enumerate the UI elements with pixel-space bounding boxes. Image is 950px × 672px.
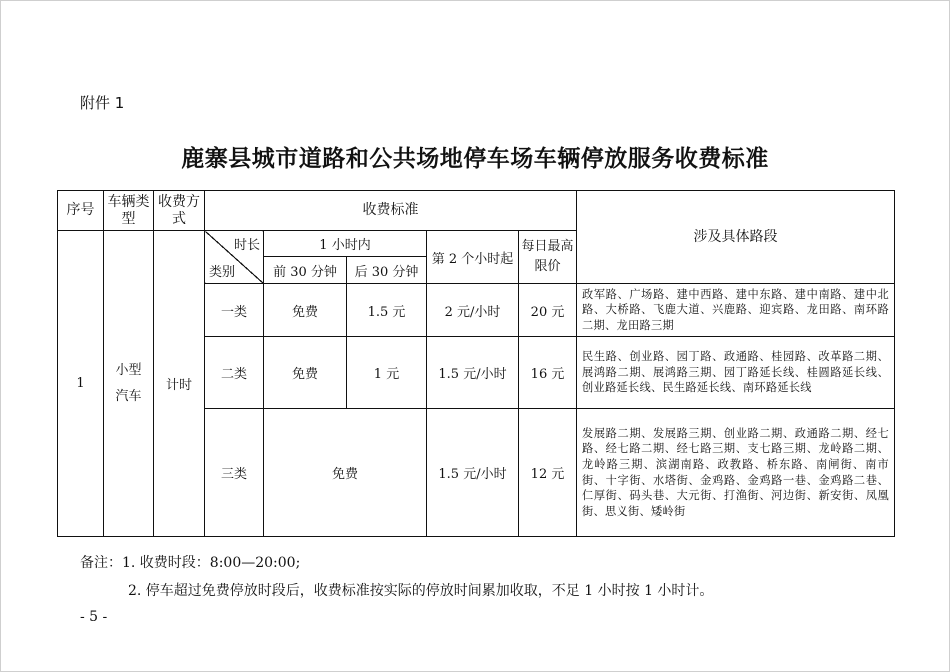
from-2nd-hour-cell: 1.5 元/小时 xyxy=(427,337,519,409)
daily-max-cell: 16 元 xyxy=(519,337,577,409)
fee-standard-table xyxy=(57,190,895,537)
attachment-label: 附件 1 xyxy=(80,94,125,112)
roads-cell: 民生路、创业路、园丁路、政通路、桂园路、改革路二期、展鸿路二期、展鸿路三期、园丁路延长线、桂圆路延长线、创业路延长线、民生路延长线、南环路延长线 xyxy=(577,337,895,409)
daily-max-cell: 20 元 xyxy=(519,284,577,337)
diag-duration-label: 时长 xyxy=(233,238,260,253)
roads-cell: 政军路、广场路、建中西路、建中东路、建中南路、建中北路、大桥路、飞鹿大道、兴鹿路、迎宾路、龙田路、南环路二期、龙田路三期 xyxy=(577,284,895,337)
vehicle-type-text: 小型汽车 xyxy=(115,362,142,404)
note-2-text: 2. 停车超过免费停放时段后，收费标准按实际的停放时间累加收取，不足 1 小时按 1 小时计。 xyxy=(128,583,714,599)
within-1h-cell: 免费 xyxy=(264,409,427,537)
document-title: 鹿寨县城市道路和公共场地停车场车辆停放服务收费标准 xyxy=(181,145,769,172)
note-1-text: 1. 收费时段：8:00—20:00; xyxy=(122,555,301,571)
note-2 xyxy=(80,581,713,609)
first-30-cell: 免费 xyxy=(264,337,347,409)
header-seq: 序号 xyxy=(58,191,104,231)
header-from-2nd-hour: 第 2 个小时起 xyxy=(427,231,519,284)
header-vehicle-type: 车辆类型 xyxy=(104,191,154,231)
last-30-cell: 1.5 元 xyxy=(347,284,427,337)
diagonal-header-cell xyxy=(205,231,264,284)
header-within-1h: 1 小时内 xyxy=(264,231,427,257)
header-roads: 涉及具体路段 xyxy=(577,191,895,284)
notes xyxy=(80,553,713,609)
header-first-30: 前 30 分钟 xyxy=(264,257,347,284)
roads-cell: 发展路二期、发展路三期、创业路二期、政通路二期、经七路、经七路二期、经七路三期、支七路三期、龙岭路二期、龙岭路三期、滨湖南路、政教路、桥东路、南闸街、南市街、十字街、水塔街、金鸡路、金鸡路一巷、金鸡路二巷、仁厚街、码头巷、大元街、打渔街、河边街、新安街、凤凰街、思义街、矮岭街 xyxy=(577,409,895,537)
vehicle-type-cell xyxy=(104,231,154,537)
header-daily-max xyxy=(519,231,577,284)
header-last-30: 后 30 分钟 xyxy=(347,257,427,284)
category-cell: 三类 xyxy=(205,409,264,537)
daily-max-cell: 12 元 xyxy=(519,409,577,537)
diag-category-label: 类别 xyxy=(209,265,236,280)
from-2nd-hour-cell: 2 元/小时 xyxy=(427,284,519,337)
from-2nd-hour-cell: 1.5 元/小时 xyxy=(427,409,519,537)
seq-cell: 1 xyxy=(58,231,104,537)
category-cell: 一类 xyxy=(205,284,264,337)
header-daily-max-text: 每日最高限价 xyxy=(521,239,574,274)
header-standard: 收费标准 xyxy=(205,191,577,231)
charge-method-cell: 计时 xyxy=(154,231,205,537)
page-number: - 5 - xyxy=(80,609,108,625)
last-30-cell: 1 元 xyxy=(347,337,427,409)
category-cell: 二类 xyxy=(205,337,264,409)
notes-label: 备注： xyxy=(80,555,122,571)
note-1 xyxy=(80,553,713,581)
first-30-cell: 免费 xyxy=(264,284,347,337)
header-charge-method: 收费方式 xyxy=(154,191,205,231)
